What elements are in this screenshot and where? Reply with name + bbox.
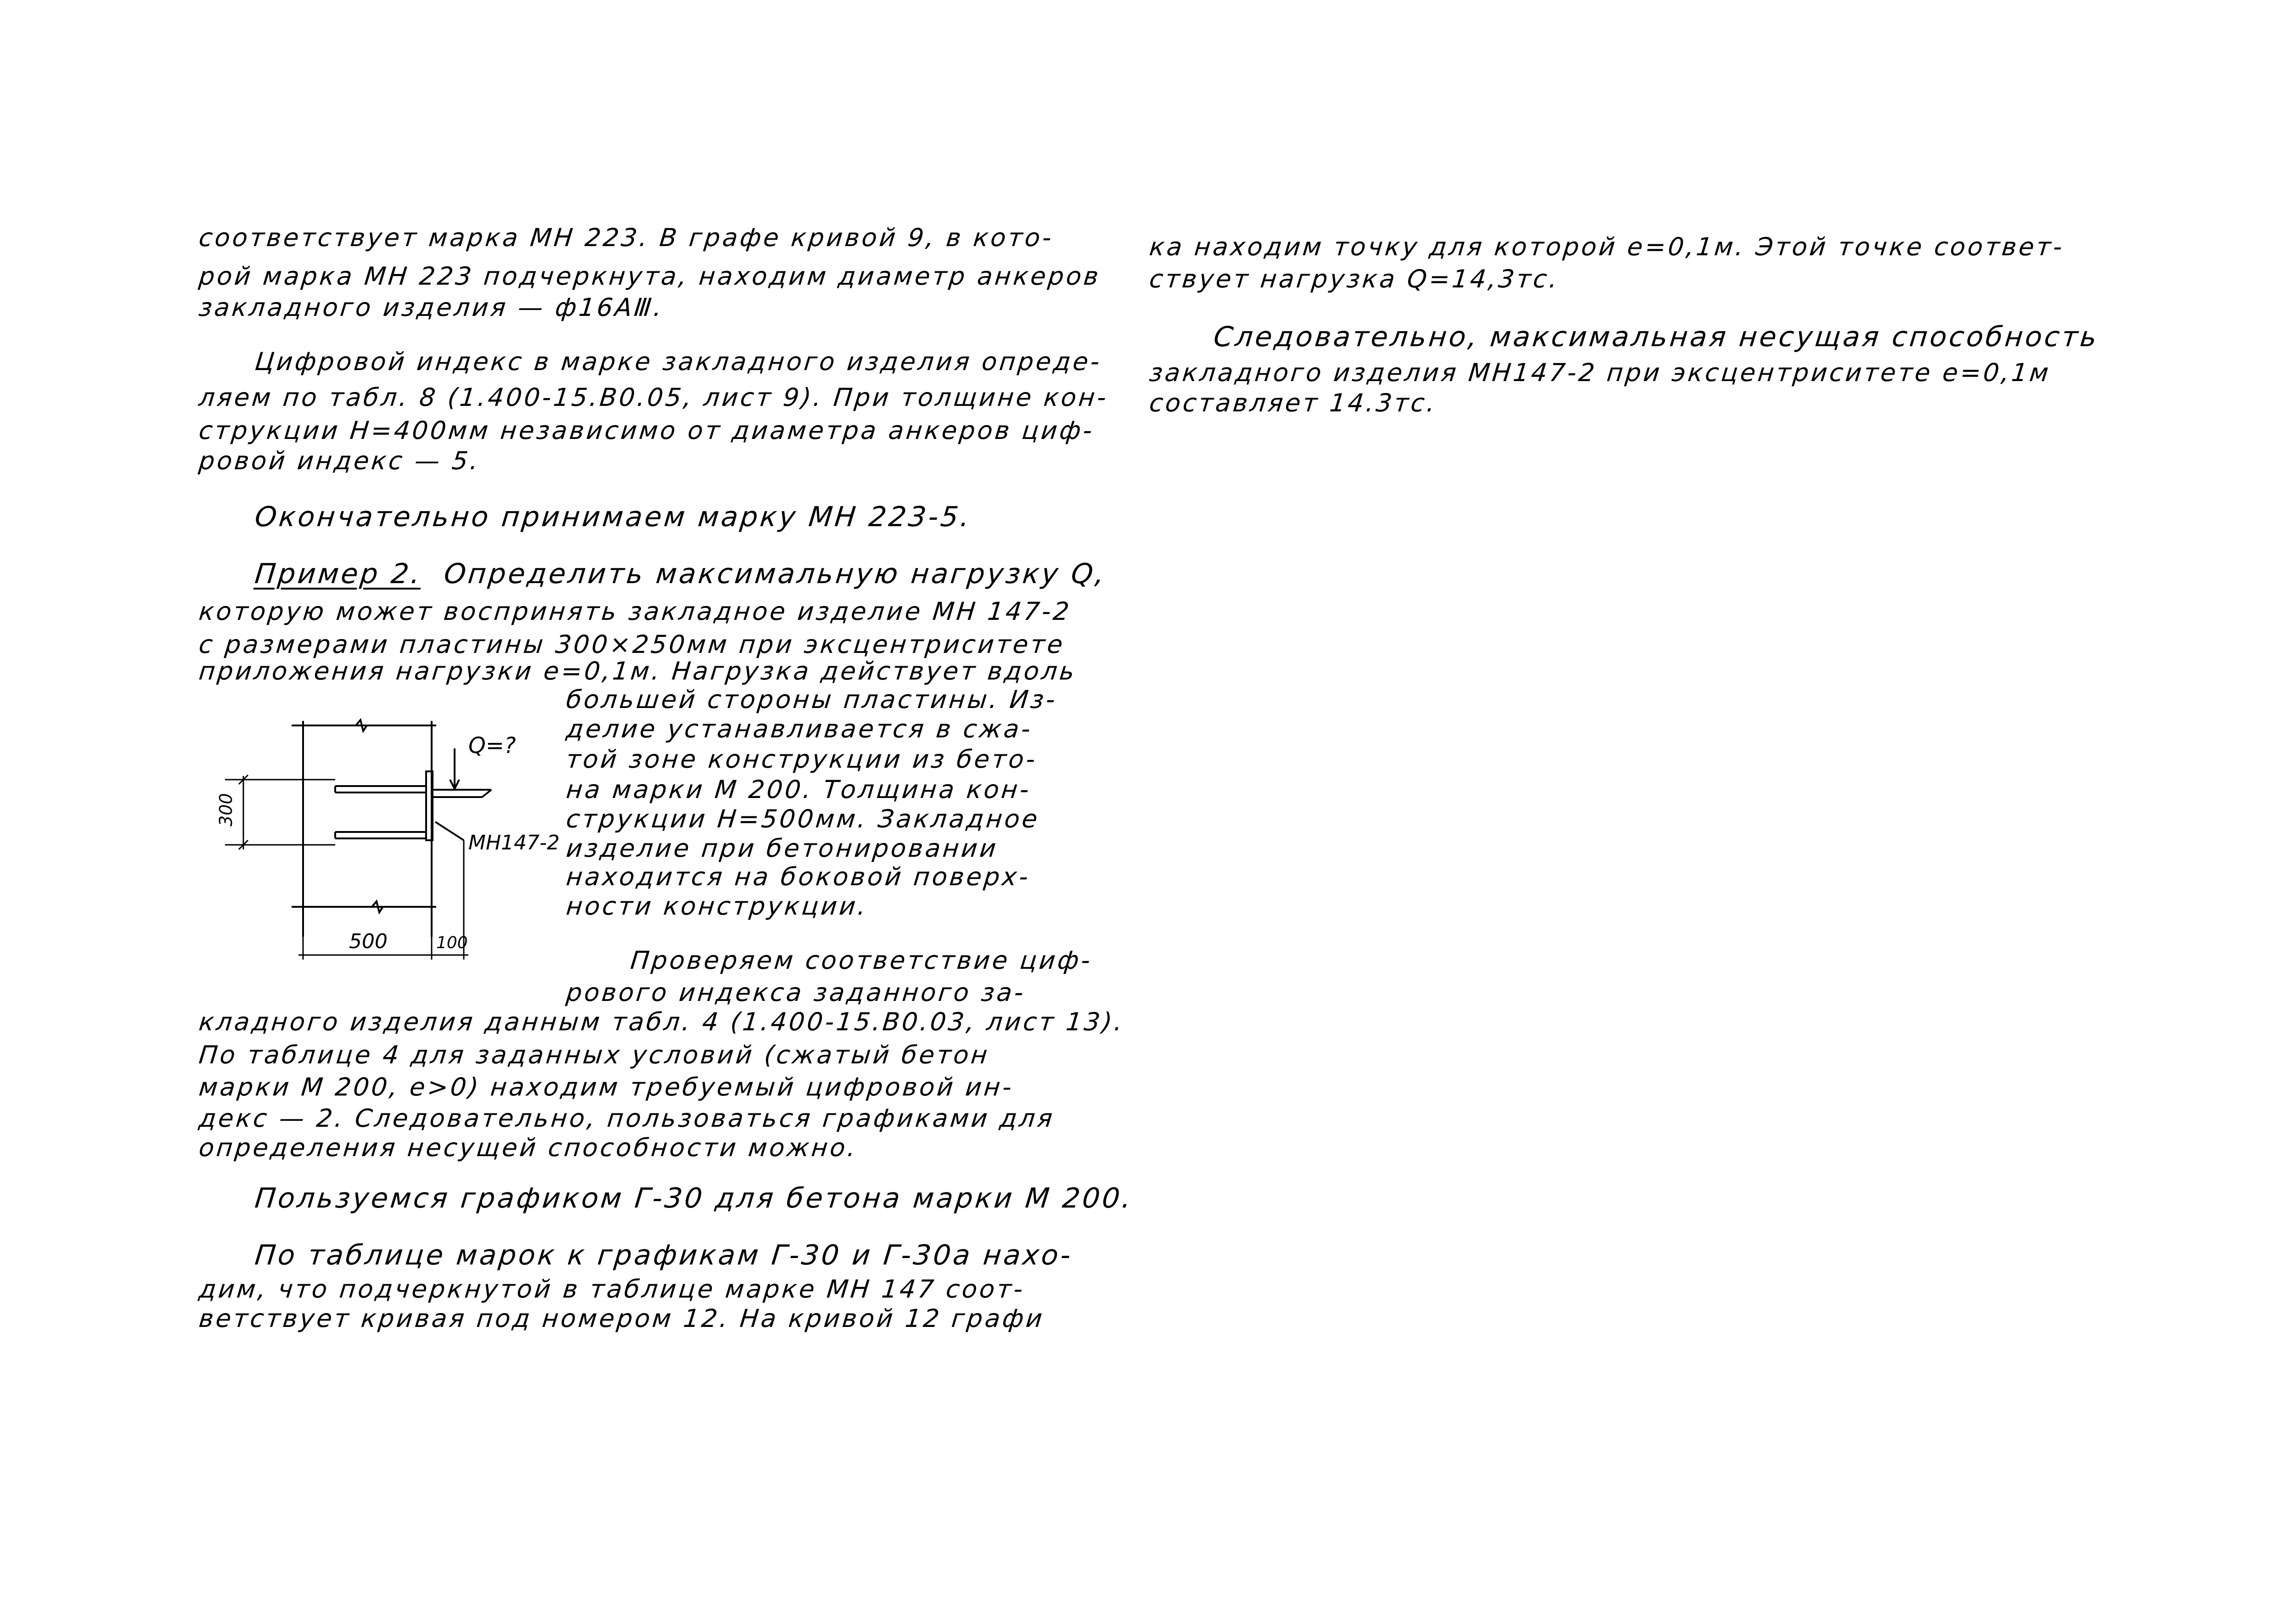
text-line: ровой индекс — 5. (197, 446, 482, 475)
dimension-300: 300 (216, 793, 236, 826)
text-line: приложения нагрузки е=0,1м. Нагрузка действует вдоль (197, 657, 1078, 686)
text-line: ляем по табл. 8 (1.400-15.В0.05, лист 9). При толщине кон- (197, 383, 1110, 412)
load-label: Q=? (468, 733, 516, 759)
text-line: рой марка МН 223 подчеркнута, находим диаметр анкеров (197, 262, 1102, 291)
text-line: рового индекса заданного за- (565, 978, 1027, 1007)
text-line: марки М 200, е>0) находим требуемый цифровой ин- (197, 1073, 1016, 1101)
example-first-line: Определить максимальную нагрузку Q, (442, 558, 1108, 590)
text-line: Следовательно, максимальная несущая способность (1212, 321, 2101, 353)
text-line: составляет 14.3тс. (1148, 388, 1439, 417)
text-line: находится на боковой поверх- (565, 862, 1032, 891)
text-line: на марки М 200. Толщина кон- (565, 775, 1033, 804)
dimension-500: 500 (349, 930, 388, 953)
text-line: Пользуемся графиком Г-30 для бетона марки М 200. (253, 1182, 1135, 1214)
dimension-100: 100 (436, 933, 468, 952)
text-line: струкции H=400мм независимо от диаметра анкеров циф- (197, 416, 1096, 445)
text-line: изделие при бетонировании (565, 834, 1000, 863)
text-line: Проверяем соответствие циф- (629, 946, 1094, 975)
text-line: декс — 2. Следовательно, пользоваться графиками для (197, 1104, 1057, 1133)
text-line: ка находим точку для которой е=0,1м. Этой точке соответ- (1148, 232, 2066, 261)
text-line: которую может воспринять закладное изделие МН 147-2 (197, 597, 1073, 626)
text-line: определения несущей способности можно. (197, 1133, 860, 1162)
text-line: Цифровой индекс в марке закладного изделия опреде- (253, 347, 1103, 376)
text-line: кладного изделия данным табл. 4 (1.400-15.В0.03, лист 13). (197, 1007, 1126, 1036)
text-line: ности конструкции. (565, 892, 870, 921)
example-label: Пример 2. (253, 558, 424, 590)
text-line: дим, что подчеркнутой в таблице марке МН 147 соот- (197, 1275, 1027, 1304)
text-line: ствует нагрузка Q=14,3тс. (1148, 264, 1561, 293)
text-line: закладного изделия — ф16АⅢ. (197, 293, 666, 322)
part-label: МН147-2 (468, 831, 560, 854)
text-line: с размерами пластины 300×250мм при эксцентриситете (197, 630, 1067, 659)
text-line: ветствует кривая под номером 12. На кривой 12 графи (197, 1304, 1046, 1333)
example-heading (253, 559, 1108, 589)
text-line: Окончательно принимаем марку МН 223-5. (253, 501, 973, 533)
text-line: большей стороны пластины. Из- (565, 685, 1059, 714)
text-line: струкции H=500мм. Закладное (565, 804, 1041, 833)
text-line: соответствует марка МН 223. В графе кривой 9, в кото- (197, 223, 1055, 252)
construction-outline (292, 720, 436, 937)
text-line: закладного изделия МН147-2 при эксцентриситете е=0,1м (1148, 358, 2053, 387)
text-line: По таблице марок к графикам Г-30 и Г-30а нахо- (253, 1239, 1074, 1271)
text-line: делие устанавливается в сжа- (565, 714, 1035, 743)
text-line: той зоне конструкции из бето- (565, 745, 1039, 774)
anchor-plate (335, 748, 491, 840)
embedded-part-diagram (197, 702, 574, 960)
text-line: По таблице 4 для заданных условий (сжатый бетон (197, 1040, 991, 1069)
